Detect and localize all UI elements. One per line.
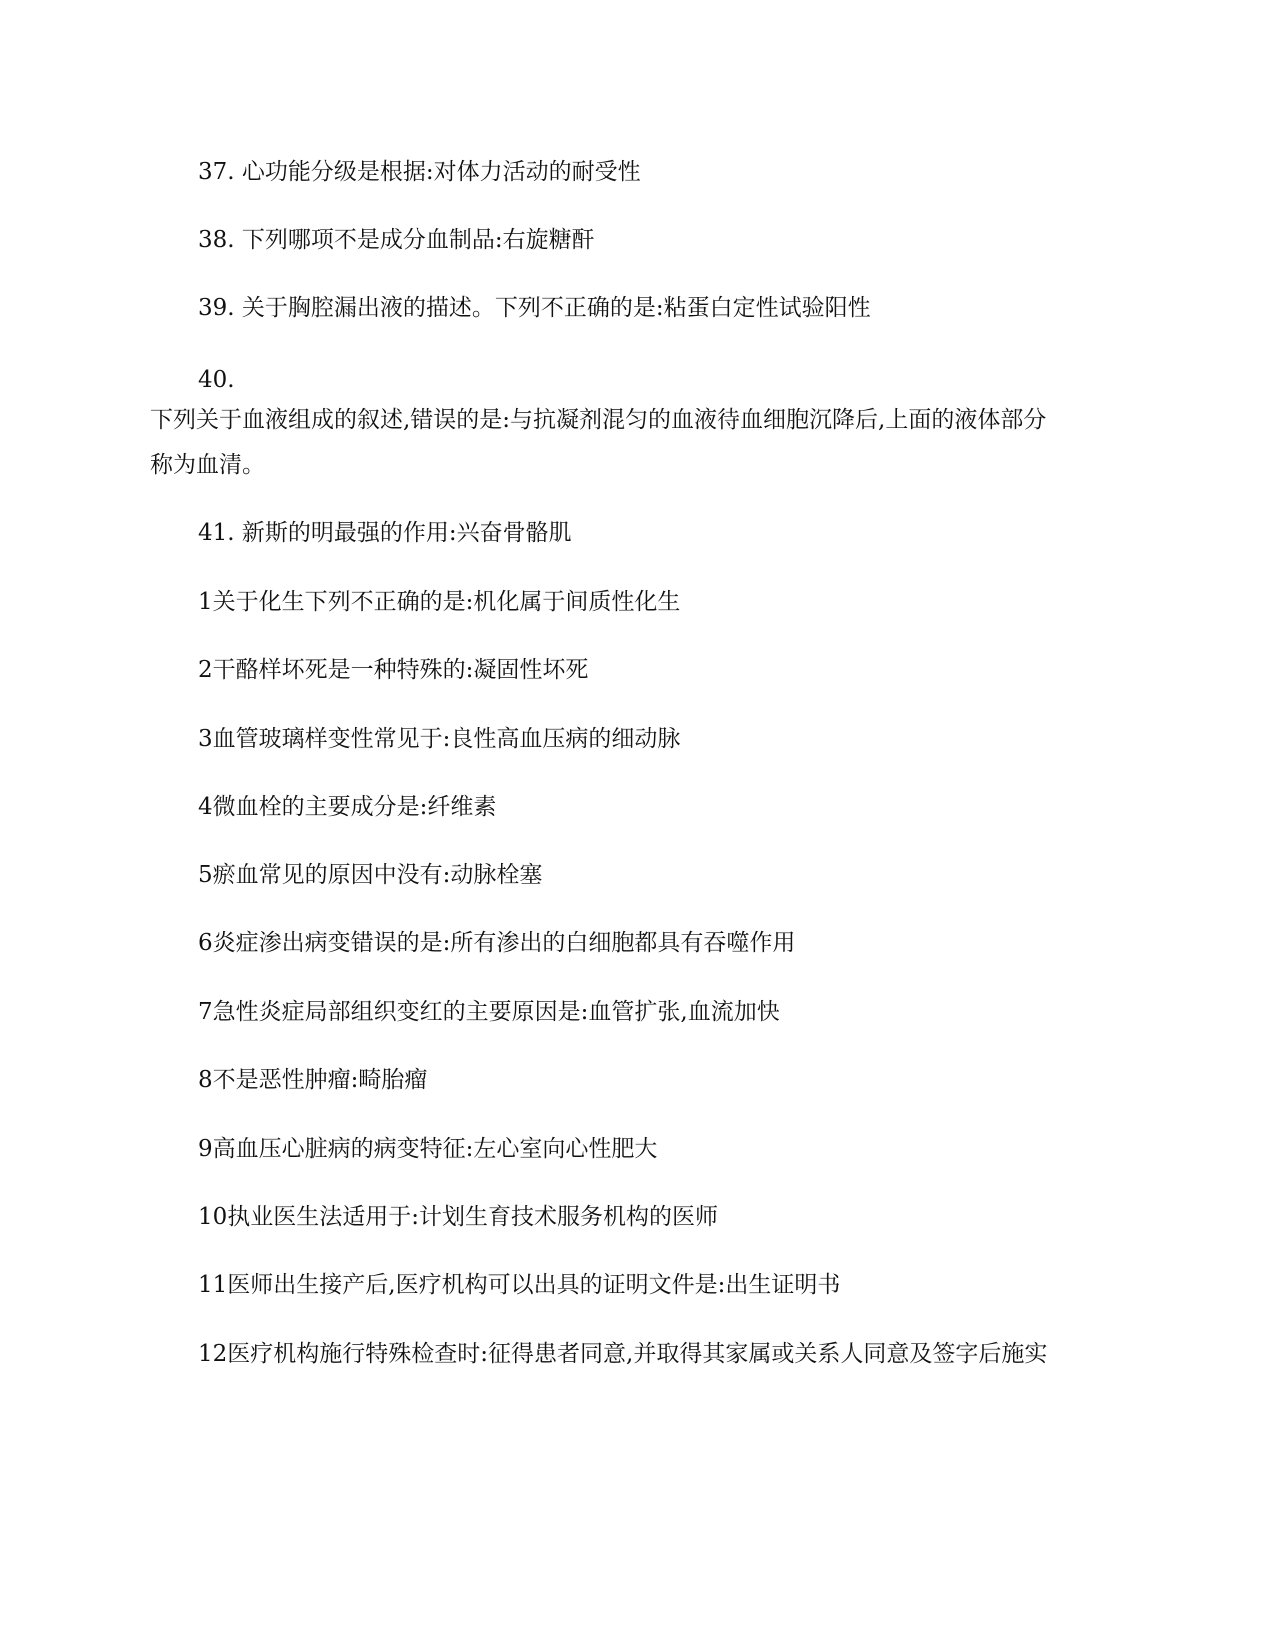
text-line-8: 8不是恶性肿瘤:畸胎瘤 [198, 1067, 428, 1093]
text-line-38: 38. 下列哪项不是成分血制品:右旋糖酐 [198, 227, 595, 253]
text-line-39: 39. 关于胸腔漏出液的描述。下列不正确的是:粘蛋白定性试验阳性 [198, 295, 871, 321]
text-line-9: 9高血压心脏病的病变特征:左心室向心性肥大 [198, 1136, 658, 1162]
text-line-2: 2干酪样坏死是一种特殊的:凝固性坏死 [198, 657, 589, 683]
text-line-37: 37. 心功能分级是根据:对体力活动的耐受性 [198, 159, 641, 185]
text-line-10: 10执业医生法适用于:计划生育技术服务机构的医师 [198, 1204, 719, 1230]
text-line-7: 7急性炎症局部组织变红的主要原因是:血管扩张,血流加快 [198, 999, 780, 1025]
text-line-1: 1关于化生下列不正确的是:机化属于间质性化生 [198, 589, 681, 615]
text-line-4: 4微血栓的主要成分是:纤维素 [198, 794, 497, 820]
text-line-12: 12医疗机构施行特殊检查时:征得患者同意,并取得其家属或关系人同意及签字后施实 [198, 1341, 1048, 1367]
text-line-40-number: 40. [198, 367, 235, 393]
text-line-11: 11医师出生接产后,医疗机构可以出具的证明文件是:出生证明书 [198, 1272, 841, 1298]
text-line-40-continued: 称为血清。 [150, 452, 265, 478]
text-line-41: 41. 新斯的明最强的作用:兴奋骨骼肌 [198, 520, 572, 546]
text-line-6: 6炎症渗出病变错误的是:所有渗出的白细胞都具有吞噬作用 [198, 930, 796, 956]
text-line-5: 5瘀血常见的原因中没有:动脉栓塞 [198, 862, 543, 888]
text-line-40: 下列关于血液组成的叙述,错误的是:与抗凝剂混匀的血液待血细胞沉降后,上面的液体部分 [150, 407, 1047, 433]
text-line-3: 3血管玻璃样变性常见于:良性高血压病的细动脉 [198, 726, 681, 752]
